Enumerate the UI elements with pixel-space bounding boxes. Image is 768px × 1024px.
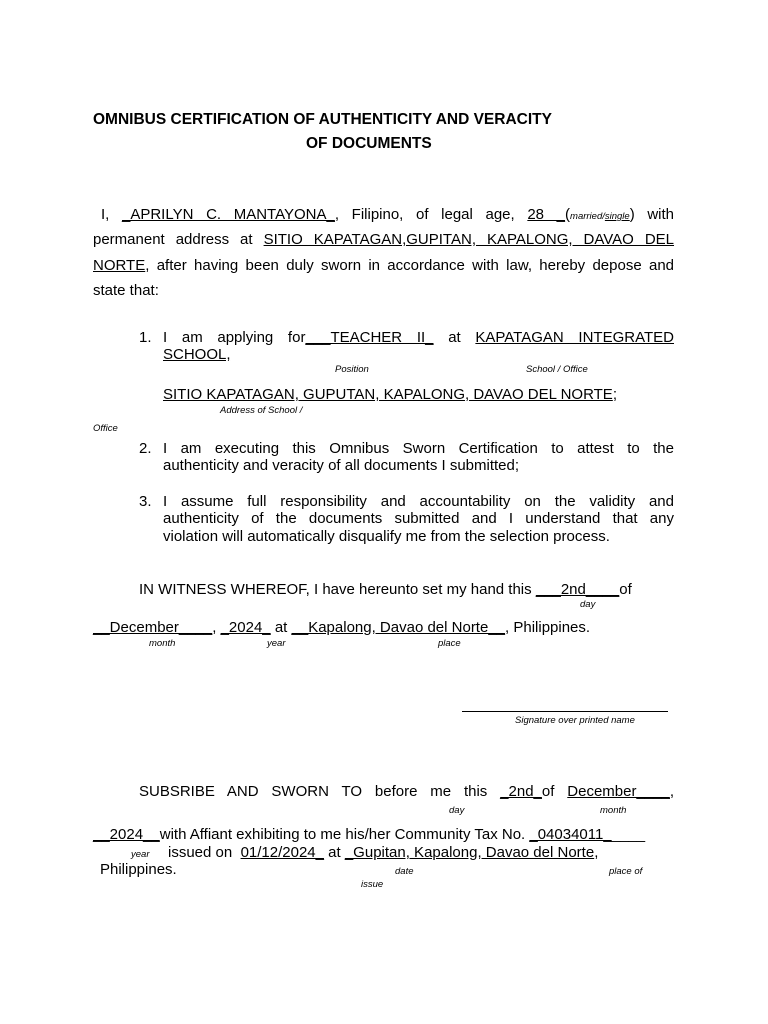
jurat-text-2: with Affiant exhibiting to me his/her Community Tax No.: [159, 826, 526, 843]
signature-line: [462, 711, 668, 712]
item-2-number: 2.: [139, 440, 152, 457]
label-school-office: School / Office: [526, 364, 588, 375]
jurat-label-date: date: [395, 866, 414, 877]
item-3-line-1: I assume full responsibility and accountability on the validity and: [163, 493, 674, 510]
jurat-of: of: [541, 783, 555, 800]
ctc-number: _04034011_: [529, 826, 612, 843]
ctc-issue-place: _Gupitan, Kapalong, Davao del Norte: [344, 844, 595, 861]
jurat-philippines: Philippines.: [100, 861, 177, 878]
jurat-line-1: [139, 783, 674, 800]
intro-line-1: [93, 206, 674, 223]
label-address-of-school: Address of School /: [220, 405, 303, 416]
item-3-number: 3.: [139, 493, 152, 510]
signature-label: Signature over printed name: [515, 715, 635, 726]
married-label: married/: [570, 211, 605, 222]
intro-text: , Filipino, of legal age,: [334, 206, 515, 223]
label-day: day: [580, 599, 596, 610]
label-year: year: [267, 638, 286, 649]
label-month: month: [149, 638, 176, 649]
witness-place: __Kapalong, Davao del Norte__: [291, 619, 506, 636]
item-2-line-2: authenticity and veracity of all documents I submitted;: [163, 457, 520, 474]
jurat-at: at: [328, 844, 341, 861]
jurat-date: [500, 783, 674, 800]
intro-line-4: state that:: [93, 282, 159, 299]
semicolon: ;: [612, 386, 617, 403]
witness-day: ___2nd____: [535, 581, 620, 598]
school-name-1: KAPATAGAN INTEGRATED: [475, 329, 674, 346]
jurat-label-day: day: [449, 805, 465, 816]
issued-on-text: issued on: [168, 844, 233, 861]
intro-line-3: [93, 257, 674, 274]
intro-text-2: ) with: [629, 206, 675, 223]
item-1-number: 1.: [139, 329, 152, 346]
witness-month: __December____: [93, 619, 213, 636]
witness-line-2: [93, 619, 590, 636]
witness-line-1: [139, 581, 632, 598]
witness-of: of: [619, 581, 632, 598]
jurat-year: __2024__: [93, 826, 160, 843]
item-3-line-2: authenticity of the documents submitted and I understand that any: [163, 510, 674, 527]
affiant-name: _APRILYN C. MANTAYONA_: [122, 206, 335, 223]
intro-address-label: permanent address at: [93, 231, 253, 248]
jurat-place-end: ,: [594, 844, 599, 861]
paren-open: (: [565, 206, 571, 223]
jurat-text: SUBSRIBE AND SWORN TO before me this: [139, 783, 488, 800]
jurat-label-month: month: [600, 805, 627, 816]
school-address: SITIO KAPATAGAN, GUPUTAN, KAPALONG, DAVAO DEL NORTE: [163, 386, 613, 403]
jurat-label-year: year: [131, 849, 150, 860]
document-title-line1: OMNIBUS CERTIFICATION OF AUTHENTICITY AND VERACITY: [93, 111, 552, 128]
jurat-label-issue: issue: [361, 879, 384, 890]
ctc-issue-date: 01/12/2024_: [240, 844, 324, 861]
single-label: single: [604, 211, 630, 222]
intro-text-3: , after having been duly sworn in accordance with law, hereby depose and: [145, 257, 674, 274]
jurat-comma: ,: [669, 783, 674, 800]
school-name-2: SCHOOL,: [163, 346, 231, 363]
witness-comma: ,: [212, 619, 217, 636]
jurat-line-2: [93, 826, 645, 843]
witness-text: IN WITNESS WHEREOF, I have hereunto set my hand this: [139, 581, 532, 598]
jurat-month: December____: [567, 783, 670, 800]
permanent-address-1: SITIO KAPATAGAN,GUPITAN, KAPALONG, DAVAO DEL: [263, 231, 675, 248]
jurat-day: _2nd_: [500, 783, 542, 800]
applied-position: ___TEACHER II_: [305, 329, 434, 346]
item-1-at: at: [448, 329, 461, 346]
school-address-line: [163, 386, 617, 403]
witness-year: _2024_: [220, 619, 271, 636]
intro-i: I,: [101, 206, 110, 223]
item-1-line-1: [163, 329, 674, 346]
intro-line-2: [93, 231, 674, 248]
jurat-label-place-of: place of: [609, 866, 643, 877]
permanent-address-2: NORTE: [93, 257, 146, 274]
ctc-tail: ____: [611, 826, 646, 843]
label-position: Position: [335, 364, 369, 375]
jurat-line-3: [168, 844, 598, 861]
label-office: Office: [93, 423, 118, 434]
item-1-text: I am applying for: [163, 329, 306, 346]
label-place: place: [438, 638, 461, 649]
item-3-line-3: violation will automatically disqualify me from the selection process.: [163, 528, 610, 545]
affiant-age: 28 _: [527, 206, 566, 223]
witness-at: at: [274, 619, 288, 636]
item-2-line-1: I am executing this Omnibus Sworn Certification to attest to the: [163, 440, 674, 457]
document-title-line2: OF DOCUMENTS: [306, 135, 432, 152]
witness-end: , Philippines.: [505, 619, 591, 636]
